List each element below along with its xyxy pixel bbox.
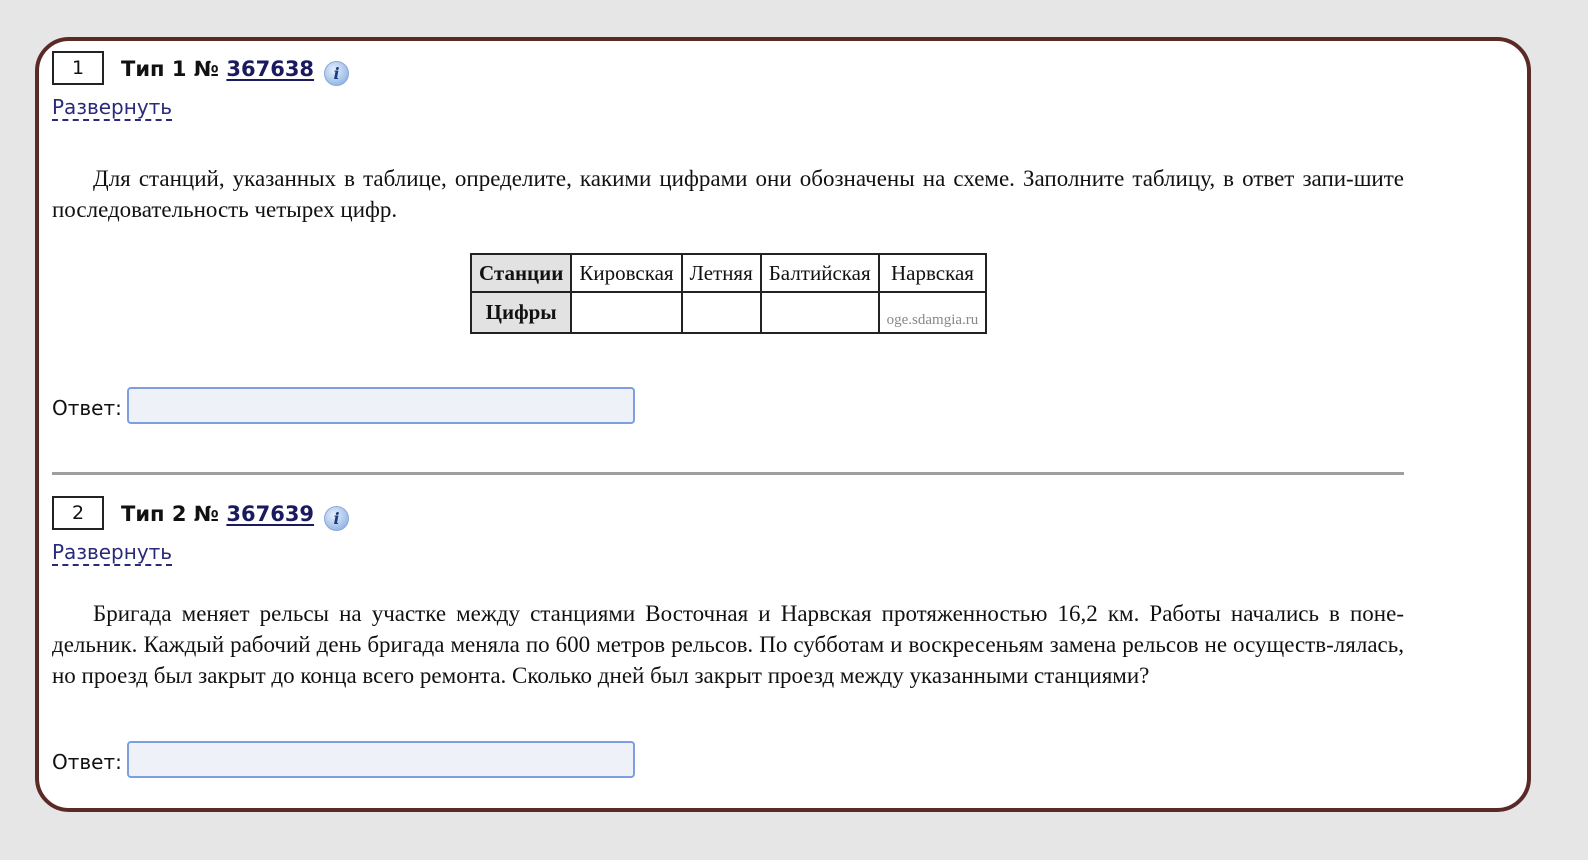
- answer-label: Ответ:: [52, 750, 122, 774]
- problem-number: 2: [52, 496, 104, 530]
- watermark: oge.sdamgia.ru: [879, 292, 987, 333]
- info-icon[interactable]: i: [324, 61, 349, 86]
- problem-1: [52, 51, 1404, 420]
- answer-input[interactable]: [127, 741, 635, 778]
- problem-id-link[interactable]: 367639: [226, 502, 315, 526]
- problem-text: Бригада меняет рельсы на участке между станциями Восточная и Нарвская протяженностью 16,2 км. Работы начались в поне-дельник. Каждый рабочий день бригада меняла по 600 метров рельсов. По субботам и воскресеньям замена рельсов не осуществ-лялась, но проезд был закрыт до конца всего ремонта. Сколько дней был закрыт проезд между указанными станциями?: [52, 601, 1404, 688]
- answer-label: Ответ:: [52, 396, 122, 420]
- expand-link[interactable]: Развернуть: [52, 540, 173, 564]
- problem-type-title: [121, 502, 349, 531]
- problem-type-label: Тип 1 №: [121, 57, 220, 81]
- problem-text: Для станций, указанных в таблице, определите, какими цифрами они обозначены на схеме. Заполните таблицу, в ответ запи-шите последовательность четырех цифр.: [52, 166, 1404, 222]
- station-cell: Кировская: [571, 254, 681, 292]
- digit-cell: [571, 292, 681, 333]
- stations-table: [470, 253, 987, 334]
- station-cell: Балтийская: [761, 254, 879, 292]
- row-header-stations: Станции: [471, 254, 571, 292]
- divider: [52, 472, 1404, 475]
- problem-2: [52, 496, 1404, 774]
- info-icon[interactable]: i: [324, 506, 349, 531]
- row-header-digits: Цифры: [471, 292, 571, 333]
- problem-header: [52, 496, 1404, 532]
- table-row: [471, 292, 986, 333]
- station-cell: Летняя: [682, 254, 761, 292]
- table-row: [471, 254, 986, 292]
- expand-link[interactable]: Развернуть: [52, 95, 173, 119]
- station-cell: Нарвская: [879, 254, 987, 292]
- problem-type-title: [121, 57, 349, 86]
- digit-cell: [761, 292, 879, 333]
- problems-card: [35, 37, 1531, 812]
- problem-header: [52, 51, 1404, 87]
- problem-number: 1: [52, 51, 104, 85]
- problem-type-label: Тип 2 №: [121, 502, 220, 526]
- digit-cell: [682, 292, 761, 333]
- problem-id-link[interactable]: 367638: [226, 57, 315, 81]
- answer-input[interactable]: [127, 387, 635, 424]
